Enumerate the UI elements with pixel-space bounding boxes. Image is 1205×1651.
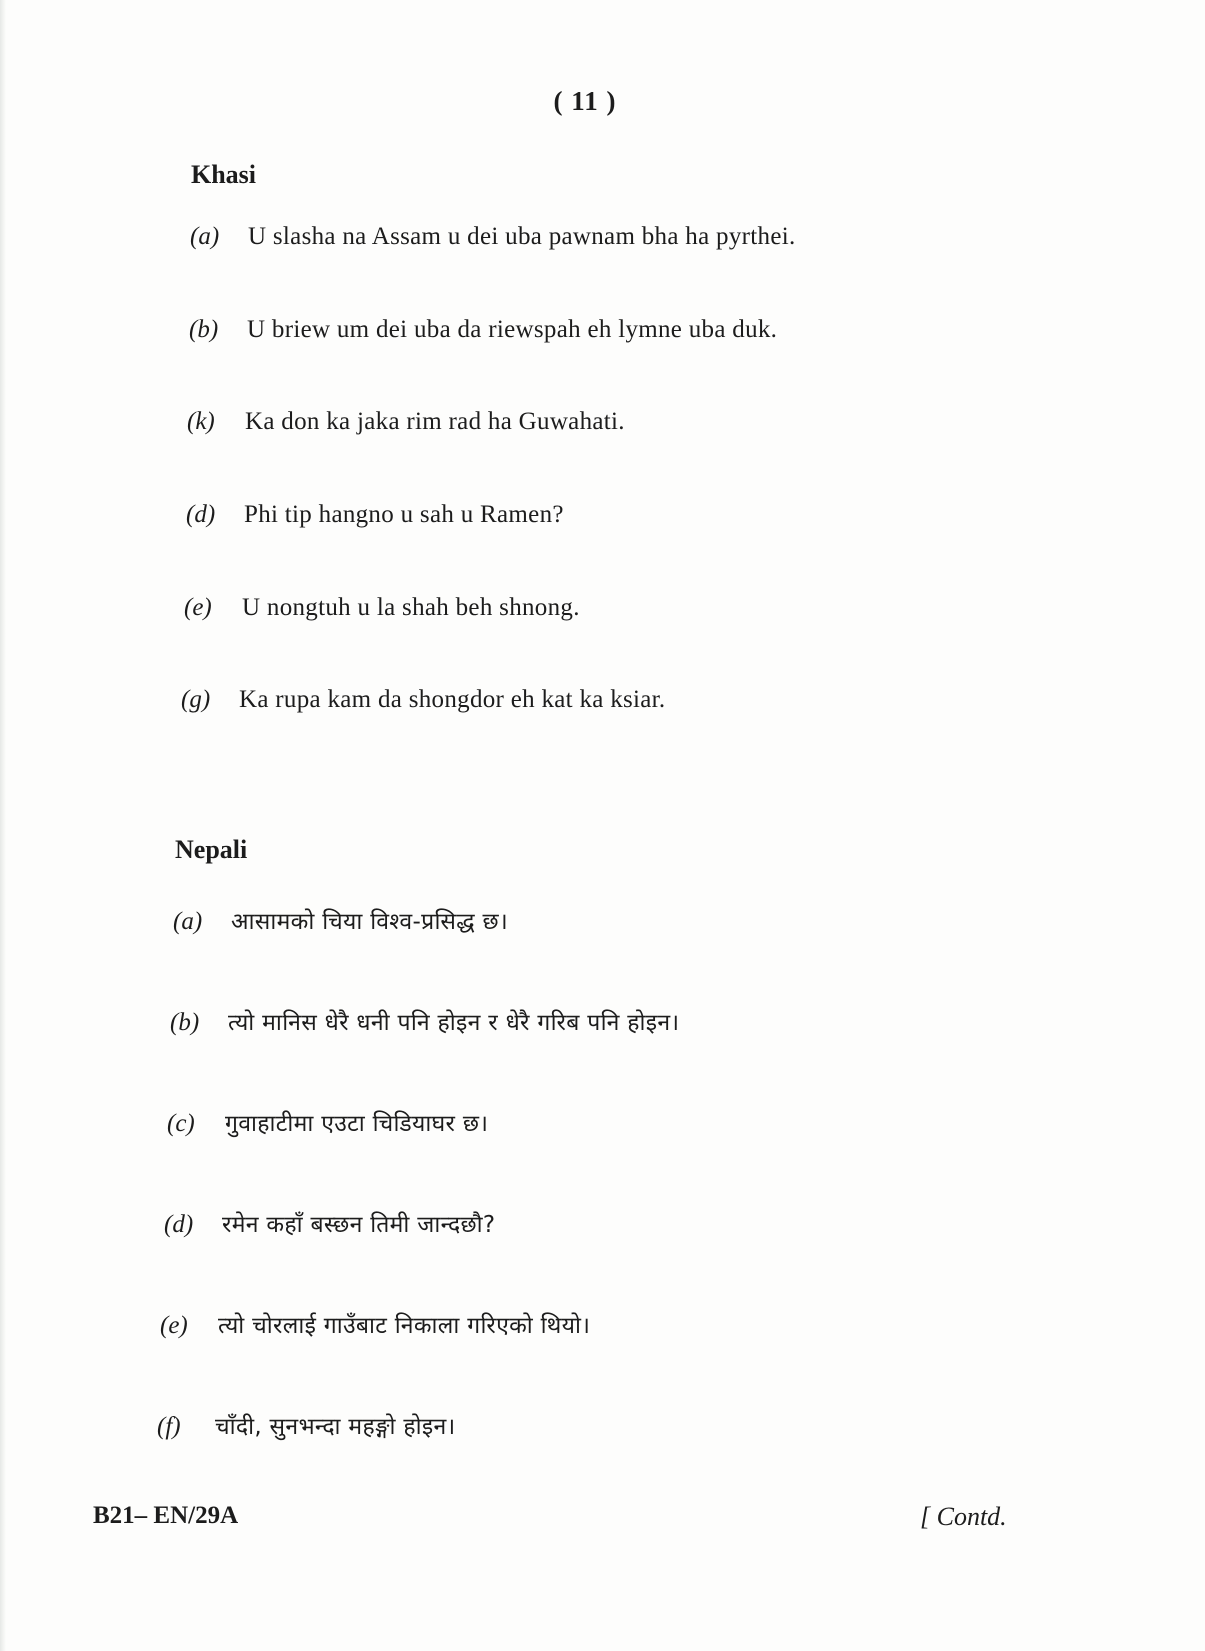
item-label: (a) xyxy=(190,223,220,250)
section-title-nepali: Nepali xyxy=(175,835,248,864)
section-title-khasi: Khasi xyxy=(191,160,257,189)
item-text: Phi tip hangno u sah u Ramen? xyxy=(244,501,564,528)
item-label: (d) xyxy=(186,501,216,528)
item-text: त्यो मानिस धेरै धनी पनि होइन र धेरै गरिब पनि होइन। xyxy=(228,1010,680,1036)
khasi-item-g xyxy=(181,686,665,714)
nepali-item-c xyxy=(167,1106,488,1138)
nepali-item-a xyxy=(173,904,508,936)
khasi-item-d xyxy=(186,501,564,529)
item-label: (b) xyxy=(189,316,219,343)
khasi-item-k xyxy=(187,408,625,436)
item-label: (d) xyxy=(164,1211,194,1238)
paper-code: B21– EN/29A xyxy=(93,1502,239,1529)
item-text: Ka don ka jaka rim rad ha Guwahati. xyxy=(245,408,625,435)
page-number: ( 11 ) xyxy=(553,86,617,116)
nepali-item-b xyxy=(170,1005,679,1037)
khasi-item-a xyxy=(190,223,796,251)
item-label: (e) xyxy=(184,594,212,621)
item-text: चाँदी, सुनभन्दा महङ्गो होइन। xyxy=(215,1414,456,1440)
item-text: Ka rupa kam da shongdor eh kat ka ksiar. xyxy=(239,686,666,713)
continued-marker: [ Contd. xyxy=(920,1502,1007,1531)
nepali-item-e xyxy=(160,1308,590,1340)
khasi-item-b xyxy=(189,316,777,344)
item-label: (a) xyxy=(173,908,203,935)
item-text: रमेन कहाँ बस्छन तिमी जान्दछौ? xyxy=(222,1212,496,1238)
page-edge xyxy=(0,0,6,1651)
item-text: U nongtuh u la shah beh shnong. xyxy=(242,594,580,621)
item-label: (e) xyxy=(160,1312,188,1339)
item-label: (k) xyxy=(187,408,215,435)
nepali-item-d xyxy=(164,1207,495,1239)
item-label: (f) xyxy=(157,1413,181,1440)
item-text: U briew um dei uba da riewspah eh lymne uba duk. xyxy=(247,316,778,343)
khasi-item-e xyxy=(184,594,580,622)
item-label: (c) xyxy=(167,1110,195,1137)
item-text: U slasha na Assam u dei uba pawnam bha ha pyrthei. xyxy=(248,223,796,250)
item-text: त्यो चोरलाई गाउँबाट निकाला गरिएको थियो। xyxy=(218,1313,591,1339)
item-text: आसामको चिया विश्व-प्रसिद्ध छ। xyxy=(231,909,508,935)
item-text: गुवाहाटीमा एउटा चिडियाघर छ। xyxy=(225,1111,489,1137)
nepali-item-f xyxy=(157,1409,456,1441)
item-label: (g) xyxy=(181,686,211,713)
item-label: (b) xyxy=(170,1009,200,1036)
